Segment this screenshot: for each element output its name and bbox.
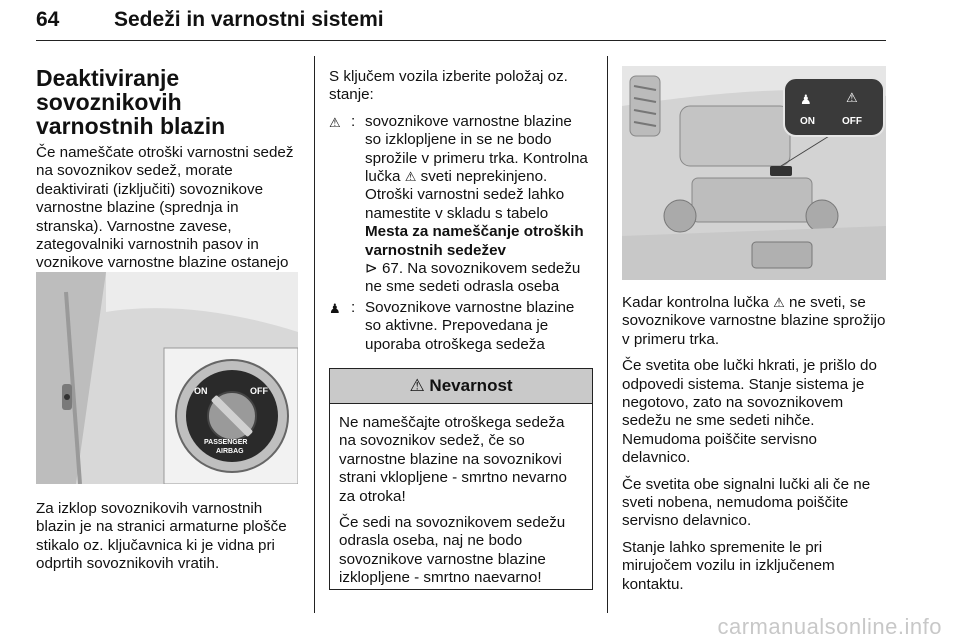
section-title: Sedeži in varnostni sistemi [114, 8, 384, 31]
warning-paragraph: Če sedi na sovoznikovem sedežu odrasla oseba, naj ne bodo sovoznikove varnostne blazine izklopljene - smrtno naevarno! [339, 514, 566, 587]
definition-airbag-on: ♟ : Sovoznikove varnostne blazine so aktivne. Prepovedana je uporaba otroškega sedeža [329, 299, 591, 354]
change-state-paragraph: Stanje lahko spremenite le pri mirujočem vozilu in izključenem kontaktu. [622, 538, 835, 593]
indicator-on-icon: ♟ [800, 93, 812, 108]
watermark: carmanualsonline.info [717, 614, 942, 639]
indicator-paragraph: Kadar kontrolna lučka ⚠ ne sveti, se sovoznikove varnostne blazine sprožijo v primeru trka. [622, 294, 886, 348]
select-position-paragraph: S ključem vozila izberite položaj oz. stanje: [329, 68, 568, 104]
column-2 [329, 68, 591, 356]
warning-paragraph: Ne nameščajte otroškega sedeža na sovoznikov sedež, če so varnostne blazine na sovoznikovi strani vklopljene - smrtno nevarno za otroka! [339, 414, 567, 505]
definition-airbag-off: ⚠ : sovoznikove varnostne blazine so izklopljene in se ne bodo sprožile v primeru trka. Kontrolna lučka ⚠ sveti neprekinjeno. Otroški varnostni sedež lahko namestite v skladu s tabelo Mesta za nameščanje otroških varnostnih sedežev ⊳ 67. Na sovoznikovem sedežu ne sme sedeti odrasla oseba [329, 112, 588, 296]
page-number: 64 [36, 8, 60, 31]
def-on-text: Sovoznikove varnostne blazine so aktivne. Prepovedana je uporaba otroškega sedeža [365, 298, 575, 353]
column-divider [314, 56, 315, 613]
warning-triangle-icon: ⚠ [409, 376, 425, 395]
signal-lights-paragraph: Če svetita obe signalni lučki ali če ne sveti nobena, nemudoma poiščite servisno delavnico. [622, 475, 871, 530]
column-1-lower [36, 500, 302, 574]
def-off-text: sveti neprekinjeno. Otroški varnostni sedež lahko namestite v skladu s tabelo [365, 168, 565, 222]
page-header [36, 6, 886, 41]
def-off-text: 67. Na sovoznikovem sedežu ne sme sedeti odrasla oseba [365, 260, 581, 296]
column-3 [622, 294, 888, 594]
page-ref-icon: ⊳ [365, 260, 378, 278]
column-1 [36, 66, 302, 291]
airbag-off-icon: ⚠ [773, 295, 785, 310]
switch-ring-text: PASSENGER [204, 439, 248, 446]
airbag-on-icon: ♟ [329, 300, 341, 316]
switch-on-label: ON [194, 386, 208, 396]
warning-box [329, 368, 593, 590]
indicator-on-label: ON [800, 116, 815, 127]
def-off-text: sovoznikove varnostne blazine so izklopljene in se ne bodo sprožile v primeru trka. Kontrolna lučka [365, 112, 588, 186]
airbag-switch-figure [36, 272, 298, 484]
warning-body [330, 404, 592, 588]
page-heading: Deaktiviranje sovoznikovih varnostnih blazin [36, 65, 226, 139]
column-divider [607, 56, 608, 613]
indicator-off-icon: ⚠ [846, 91, 858, 106]
warning-header [330, 369, 592, 404]
airbag-off-icon: ⚠ [404, 169, 417, 185]
warning-title: Nevarnost [429, 376, 513, 395]
switch-location-paragraph: Za izklop sovoznikovih varnostnih blazin je na stranici armaturne plošče stikalo oz. ključavnica ki je vidna pri odprtih sovoznikovih vratih. [36, 500, 287, 573]
intro-paragraph: Če nameščate otroški varnostni sedež na sovoznikov sedež, morate deaktivirati (izključiti) sovoznikove varnostne blazine (sprednja in stranska). Varnostne zavese, zategovalniki varnostnih pasov in voznikove varnostne blazine ostanejo [36, 144, 294, 272]
switch-ring-text: AIRBAG [216, 448, 244, 455]
switch-off-label: OFF [250, 386, 268, 396]
system-fault-paragraph: Če svetita obe lučki hkrati, je prišlo do odpovedi sistema. Stanje sistema je negotovo, zato na sovoznikovem sedežu ne sme sedeti nihče. Nemudoma poiščite servisno delavnico. [622, 357, 877, 467]
airbag-off-icon: ⚠ [329, 114, 341, 130]
table-reference: Mesta za nameščanje otroških varnostnih sedežev [365, 223, 584, 259]
indicator-off-label: OFF [842, 116, 862, 127]
dashboard-indicator-figure [622, 66, 886, 280]
